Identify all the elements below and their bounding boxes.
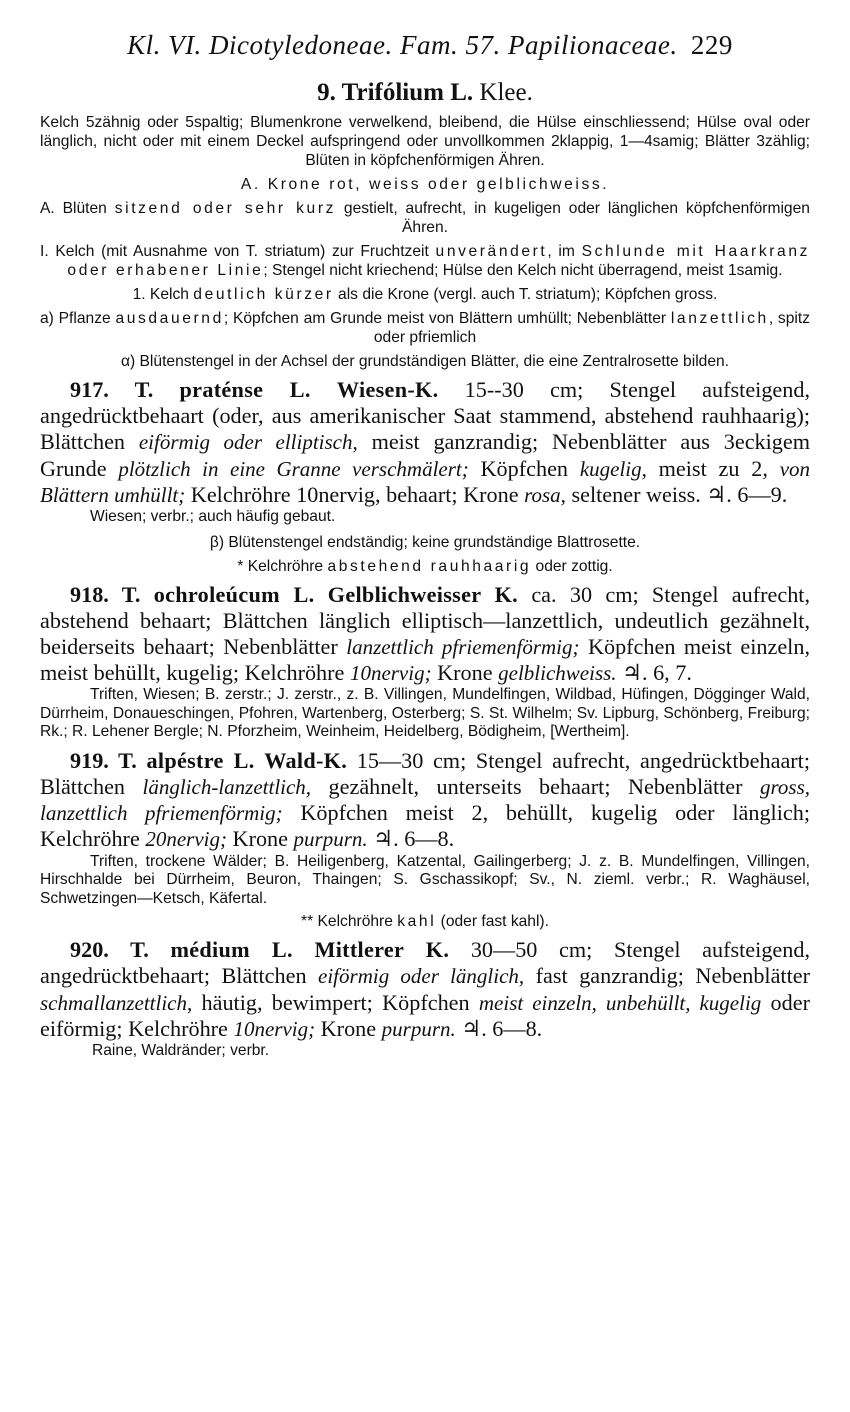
key-emphasis: kahl bbox=[397, 913, 437, 931]
key-emphasis: lanzettlich bbox=[670, 310, 769, 327]
species-number: 920. T. bbox=[70, 937, 149, 963]
key-a-perennial bbox=[40, 309, 810, 347]
species-918-locality: Triften, Wiesen; B. zerstr.; J. zerstr., z. B. Villingen, Mundelfingen, Wildbad, Hüfingen, Dögginger Wald, Dürrheim, Donaueschingen, Pfohren, Wartenberg, Osterberg; S. St. Wilhelm; Sv. Lipburg, Schönberg, Freiburg; Rk.; R. Lehener Bergle; N. Pforzheim, Weinheim, Heidelberg, Bödigheim, [Wertheim]. bbox=[40, 686, 810, 741]
species-text: 15—30 cm; Stengel aufrecht, angedrücktbehaart; Blättchen bbox=[40, 747, 811, 800]
species-text: ♃. 6—8. bbox=[367, 826, 455, 852]
species-text: meist zu 2, bbox=[646, 455, 780, 481]
species-text: Köpfchen bbox=[468, 455, 580, 481]
species-name: praténse L. bbox=[179, 377, 311, 402]
species-italic: purpurn. bbox=[293, 827, 368, 852]
key-text: 1. Kelch bbox=[132, 286, 189, 303]
species-italic: von Blättern umhüllt; bbox=[40, 456, 811, 507]
genus-heading bbox=[40, 79, 810, 107]
species-italic: 20nervig; bbox=[145, 827, 227, 852]
species-italic: länglich-lanzettlich, bbox=[142, 775, 312, 800]
species-text: häutig, bewimpert; Köpfchen bbox=[192, 989, 479, 1015]
header-title: Kl. VI. Dicotyledoneae. Fam. 57. Papilionaceae. bbox=[127, 30, 678, 60]
species-number: 919. T. bbox=[70, 747, 137, 773]
species-common-name: Wiesen-K. bbox=[336, 377, 439, 402]
species-italic: schmallanzettlich, bbox=[40, 990, 193, 1015]
running-header bbox=[40, 30, 810, 61]
species-text: oder eiförmig; Kelchröhre bbox=[40, 989, 810, 1041]
species-text: Kelchröhre 10nervig, behaart; Krone bbox=[185, 481, 525, 507]
key-text: ** Kelchröhre bbox=[301, 913, 393, 931]
species-common-name: Mittlerer K. bbox=[314, 937, 450, 963]
key-text: , im bbox=[547, 243, 575, 260]
key-text: I. Kelch (mit Ausnahme von T. striatum) zur Fruchtzeit bbox=[40, 243, 429, 260]
key-A-flowers bbox=[40, 199, 810, 237]
species-917 bbox=[40, 377, 810, 508]
key-emphasis: Schlunde mit Haarkranz oder erhabener Linie bbox=[67, 243, 810, 279]
species-italic: 10nervig; bbox=[233, 1016, 316, 1041]
key-star-hairy bbox=[40, 557, 810, 576]
key-alpha: α) Blütenstengel in der Achsel der grundständigen Blätter, die eine Zentralrosette bilden. bbox=[120, 353, 730, 370]
species-text: seltener weiss. ♃. 6—9. bbox=[565, 481, 788, 507]
species-text: 30—50 cm; Stengel aufsteigend, angedrücktbehaart; Blättchen bbox=[40, 937, 810, 989]
key-text: A. Blüten bbox=[40, 200, 107, 217]
key-text: * Kelchröhre bbox=[237, 557, 324, 575]
species-text: Krone bbox=[315, 1015, 382, 1041]
species-text: Köpfchen meist einzeln, meist behüllt, kugelig; Kelchröhre bbox=[40, 633, 810, 686]
species-name: ochroleúcum L. bbox=[153, 581, 315, 607]
genus-description: Kelch 5zähnig oder 5spaltig; Blumenkrone verwelkend, bleibend, die Hülse einschliessend; Hülse oval oder länglich, nicht oder mit einem Deckel aufspringend oder unvollkommen 2klappig, 1—4samig; Blätter 3zählig; Blüten in köpfchenförmigen Ähren. bbox=[40, 114, 810, 169]
key-text: als die Krone (vergl. auch T. striatum); Köpfchen gross. bbox=[338, 286, 718, 303]
species-917-locality: Wiesen; verbr.; auch häufig gebaut. bbox=[90, 508, 336, 526]
key-emphasis: abstehend rauhhaarig bbox=[327, 557, 532, 575]
species-text: ♃. 6—8. bbox=[455, 1015, 543, 1041]
species-text: gezähnelt, unterseits behaart; Nebenblätter bbox=[311, 774, 761, 800]
species-italic: meist einzeln, unbehüllt, kugelig bbox=[478, 990, 762, 1015]
species-italic: eiförmig oder elliptisch, bbox=[138, 430, 358, 455]
species-italic: kugelig, bbox=[579, 456, 647, 481]
key-emphasis: deutlich kürzer bbox=[193, 286, 334, 303]
species-name: médium L. bbox=[170, 937, 293, 963]
key-emphasis: sitzend oder sehr kurz bbox=[114, 200, 337, 217]
key-emphasis: unverändert bbox=[435, 243, 548, 260]
species-text: ♃. 6, 7. bbox=[616, 660, 692, 686]
species-text: ca. 30 cm; Stengel aufrecht, abstehend behaart; Blättchen länglich elliptisch—lanzettlich, undeutlich gezähnelt, beiderseits behaart; Nebenblätter bbox=[40, 581, 811, 659]
species-919 bbox=[40, 748, 810, 853]
species-common-name: Gelblichweisser K. bbox=[327, 581, 519, 607]
species-italic: gross, lanzettlich pfriemenförmig; bbox=[40, 775, 811, 826]
key-emphasis: ausdauernd bbox=[115, 310, 224, 327]
species-italic: 10nervig; bbox=[349, 661, 432, 686]
key-I-calyx bbox=[40, 242, 810, 280]
species-920-locality: Raine, Waldränder; verbr. bbox=[92, 1041, 270, 1059]
species-text: Krone bbox=[431, 660, 499, 686]
key-beta: β) Blütenstengel endständig; keine grundständige Blattrosette. bbox=[209, 533, 641, 551]
species-920 bbox=[40, 937, 810, 1042]
key-text: a) Pflanze bbox=[40, 310, 111, 327]
page-number: 229 bbox=[690, 30, 733, 60]
species-name: alpéstre L. bbox=[146, 747, 255, 773]
species-italic: eiförmig oder länglich, bbox=[318, 964, 525, 989]
species-text: fast ganzrandig; Nebenblätter bbox=[524, 963, 811, 989]
species-common-name: Wald-K. bbox=[264, 747, 348, 773]
species-918 bbox=[40, 582, 810, 687]
species-italic: plötzlich in eine Granne verschmälert; bbox=[118, 456, 469, 481]
species-italic: rosa, bbox=[524, 482, 566, 507]
species-italic: purpurn. bbox=[381, 1016, 456, 1041]
genus-common-name: Klee. bbox=[479, 79, 533, 106]
key-text: gestielt, aufrecht, in kugeligen oder länglichen köpfchenförmigen Ähren. bbox=[343, 200, 810, 236]
species-italic: lanzettlich pfriemenförmig; bbox=[346, 634, 580, 659]
species-italic: gelblichweiss. bbox=[498, 661, 617, 686]
key-text: oder zottig. bbox=[535, 557, 613, 575]
species-text: Krone bbox=[227, 826, 294, 852]
species-text: Köpfchen meist 2, behüllt, kugelig oder länglich; Kelchröhre bbox=[40, 800, 810, 852]
species-text: 15--30 cm; Stengel aufsteigend, angedrücktbehaart (oder, aus amerikanischer Saat stammend, abstehend rauhhaarig); Blättchen bbox=[40, 377, 811, 455]
species-number: 917. T. bbox=[70, 377, 154, 402]
genus-name: 9. Trifólium L. bbox=[317, 79, 474, 106]
key-text: ; Köpfchen am Grunde meist von Blättern umhüllt; Nebenblätter bbox=[223, 310, 667, 327]
key-star-glabrous bbox=[40, 912, 810, 931]
key-A-flower-color: A. Krone rot, weiss oder gelblichweiss. bbox=[240, 176, 610, 193]
species-text: meist ganzrandig; Nebenblätter aus 3eckigem Grunde bbox=[40, 429, 810, 481]
species-919-locality: Triften, trockene Wälder; B. Heiligenberg, Katzental, Gailingerberg; J. z. B. Mundelfingen, Villingen, Hirschhalde bei Dürrheim, Beuron, Thaingen; S. Gschassikopf; Sv., N. zieml. verbr.; R. Waghäusel, Schwetzingen—Ketsch, Käfertal. bbox=[40, 852, 810, 907]
species-number: 918. T. bbox=[70, 581, 141, 607]
key-text: , spitz oder pfriemlich bbox=[373, 310, 810, 346]
key-1-calyx-shorter bbox=[40, 285, 810, 304]
key-text: ; Stengel nicht kriechend; Hülse den Kelch nicht überragend, meist 1samig. bbox=[263, 262, 783, 279]
key-text: (oder fast kahl). bbox=[440, 913, 549, 931]
